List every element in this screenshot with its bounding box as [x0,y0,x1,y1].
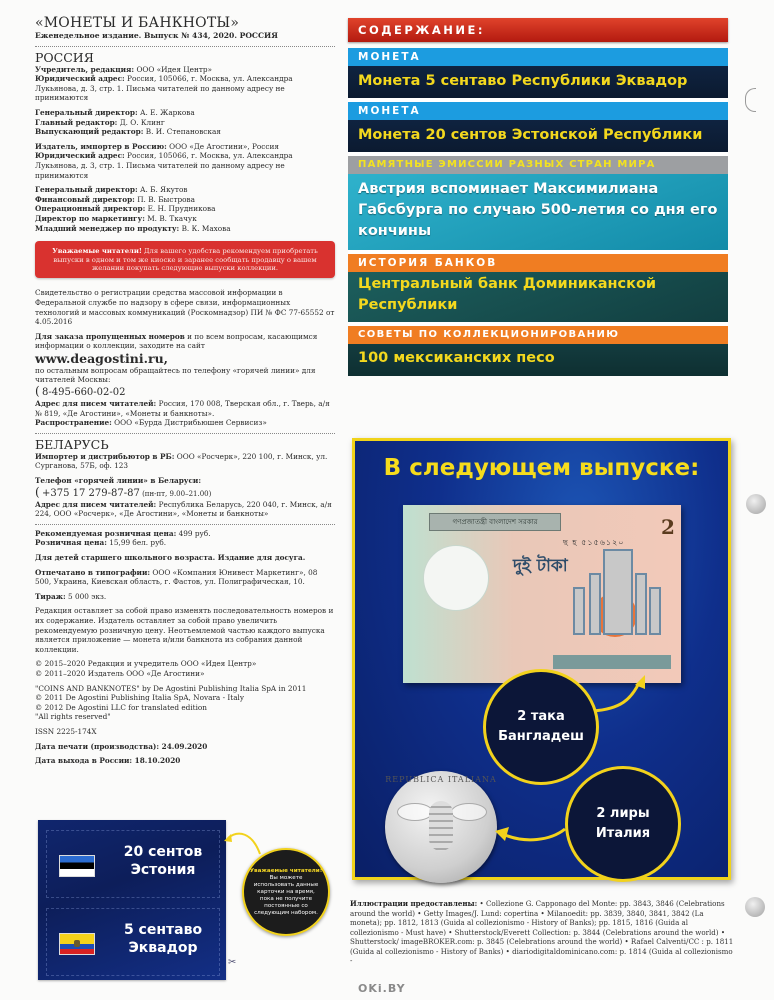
circulation-label: Тираж: [35,591,66,601]
bee-icon [429,801,453,851]
card-text [103,921,223,957]
order-bold: Для заказа пропущенных номеров [35,331,185,341]
copyright-line: © 2011–2020 Издатель ООО «Де Агостини» [35,668,205,678]
card-country: Эквадор [128,940,198,956]
issn: ISSN 2225-174X [35,726,97,736]
release-date-label: Дата выхода в России: [35,756,133,766]
staff-line [35,214,335,224]
note-text: Вы можете использовать данные карточки на время, пока не получите постоянные со следующим набором. [253,874,319,916]
contents-header: СОДЕРЖАНИЕ: [348,18,728,42]
order-text [35,332,335,351]
letters-value: Республика Беларусь, 220 040, г. Минск, а/я 224, ООО «Росчерк», «Де Агостини», «Монеты и банкноты» [35,499,332,519]
phone-hours: (пн-пт, 9.00–21.00) [139,489,212,498]
banknote-value: 2 [661,515,675,539]
section-title[interactable]: Австрия вспоминает Максимилиана Габсбурга по случаю 500-летия со дня его кончины [348,174,728,250]
letters-value: Россия, 170 008, Тверская обл., г. Тверь, а/я № 819, «Де Агостини», «Монеты и банкноты». [35,399,330,418]
phone-number: +375 17 279-87-87 [42,487,140,499]
hotline-text: по остальным вопросам обращайтесь по телефону «горячей линии» для читателей Москвы: [35,365,316,385]
phone-belarus [35,486,335,500]
item-country: Италия [595,826,651,841]
staff-value: А. Е. Жаркова [137,107,195,117]
banknote-watermark-window [423,545,489,611]
staff-value: П. В. Быстрова [134,194,196,204]
watermark: OKi.BY [358,982,406,995]
section-label: ПАМЯТНЫЕ ЭМИССИИ РАЗНЫХ СТРАН МИРА [348,156,728,174]
belarus-heading: БЕЛАРУСЬ [35,436,109,452]
divider [35,433,335,434]
temporary-cards [38,820,226,980]
magazine-title: «МОНЕТЫ И БАНКНОТЫ» [35,15,240,31]
banknote-words: দুই টাকা [513,556,568,576]
printing-house [35,568,335,587]
publisher-label: Издатель, импортер в Россию: [35,141,167,151]
letters-label: Адрес для писем читателей: [35,399,157,409]
item-country: Бангладеш [498,729,584,744]
copyright-line: © 2015–2020 Редакция и учредитель ООО «Идея Центр» [35,659,257,669]
price-value: 499 руб. [176,528,211,538]
section-title[interactable]: 100 мексиканских песо [348,344,728,376]
item-denomination: 2 така [517,709,565,724]
staff-label: Финансовый директор: [35,194,135,204]
release-date-value: 18.10.2020 [132,756,181,766]
copyright-line: © 2011 De Agostini Publishing Italia SpA, Novara - Italy [35,693,245,703]
credits-text: • Collezione G. Capponago del Monte: pp. 3843, 3846 (Celebrations around the world) • Getty Images/J. Lund: copertina • Milanoedit: pp. 3839, 3840, 3841, 3842 (La moneta); pp. 1812, 1813 (Guida al collezionismo - History of Banks); pp. 1815, 1816 (Guida al collezionismo - Must have) • Shutterstock/Everett Collection: p. 3844 (Celebrations around the world) • Shutterstock/ imageBROKER.com: p. 3845 (Celebrations around the world) • Rafael Calventi/CC : p. 1811 (Guida al collezionismo - History of Banks) • diariodigitaldominicano.com: p. 1814 (Guida al collezionismo - [350,899,734,965]
section-title[interactable]: Монета 5 сентаво Республики Эквадор [348,66,728,98]
registration-text: Свидетельство о регистрации средства массовой информации в Федеральной службе по надзору в сфере связи, информационных технологий и массовых коммуникаций (Роскомнадзор) ПИ № ФС 77-65552 от 4.05.2016 [35,288,335,327]
card-text [103,843,223,879]
scissors-icon: ✂ [228,957,237,968]
letters-address [35,399,335,418]
staff-line [35,185,335,195]
banknote-header-text: গণপ্রজাতন্ত্রী বাংলাদেশ সরকার [429,513,561,531]
legal-address-2 [35,151,335,180]
monument-icon [571,563,661,653]
copyright-line: "COINS AND BANKNOTES" by De Agostini Publishing Italia SpA in 2011 [35,683,307,693]
staff-line [35,195,335,205]
ecuador-flag-icon [59,933,95,955]
website-link[interactable]: www.deagostini.ru, [35,350,169,366]
card-estonia [46,830,220,898]
staff-value: М. В. Ткачук [144,213,197,223]
belarus-letters-address [35,500,335,519]
circulation [35,592,335,602]
copyright-line: © 2012 De Agostini LLC for translated edition [35,702,208,712]
section-label: МОНЕТА [348,48,728,66]
russia-heading: РОССИЯ [35,49,94,65]
section-label: СОВЕТЫ ПО КОЛЛЕКЦИОНИРОВАНИЮ [348,326,728,344]
publisher-value: ООО «Де Агостини», Россия [166,141,279,151]
legal-address-label: Юридический адрес: [35,151,125,161]
disclaimer: Редакция оставляет за собой право изменять последовательность номеров и их содержание. Издатель оставляет за собой право увеличить рекомендуемую розничную цену. Неотъемлемой частью каждого выпуска является приложение — монета и/или банкнота из собрания данной коллекции. [35,606,334,654]
legal-address-value: Россия, 105066, г. Москва, ул. Александра Лукьянова, д. 3, стр. 1. Письма читателей по данному адресу не принимаются [35,151,293,180]
section-label: МОНЕТА [348,102,728,120]
price-label: Рекомендуемая розничная цена: [35,528,177,538]
order-rest: и по всем вопросам, касающимся информации о коллекции, заходите на сайт [35,331,318,351]
illustration-credits [350,899,736,966]
item-denomination: 2 лиры [596,806,650,821]
staff-label: Главный редактор: [35,117,118,127]
banknote-serial: ছ হ ৫১৫৬১২০ [563,538,625,547]
staff-line [35,204,335,214]
section-title[interactable]: Центральный банк Доминиканской Республики [348,272,728,322]
binder-hole-icon [746,494,766,514]
staff-value: Е. Н. Прудникова [145,204,216,214]
print-date-label: Дата печати (производства): [35,741,160,751]
staff-value: А. Б. Якутов [137,185,188,195]
distribution-label: Распространение: [35,418,112,428]
copyright-line: "All rights reserved" [35,712,111,722]
publisher-line [35,142,335,152]
staff-line [35,224,335,234]
phone-russia [35,385,335,399]
card-denomination: 20 сентов [123,844,203,860]
section-title[interactable]: Монета 20 сентов Эстонской Республики [348,120,728,152]
release-date [35,756,335,766]
binder-hole-icon [745,897,765,917]
importer-value: ООО «Росчерк», 220 100, г. Минск, ул. Сурганова, 57Б, оф. 123 [35,451,328,471]
distribution-line [35,418,335,428]
staff-value: В. И. Степановская [143,127,221,137]
staff-label: Генеральный директор: [35,185,138,195]
phone-icon: ( [35,484,40,499]
staff-label: Операционный директор: [35,204,146,214]
note-bold: Уважаемые читатели! [249,867,323,874]
cards-note-circle [242,848,330,936]
price-recommended [35,529,335,539]
binder-clip-icon [745,88,756,112]
alert-bold: Уважаемые читатели! [52,247,142,256]
price-label: Розничная цена: [35,538,107,548]
magazine-subtitle: Еженедельное издание. Выпуск № 434, 2020. РОССИЯ [35,31,278,40]
price-value: 15,99 бел. руб. [106,538,167,548]
arrow-to-banknote-icon [591,673,651,713]
card-ecuador [46,908,220,976]
imprint-column [35,15,335,766]
legal-address-value: Россия, 105066, г. Москва, ул. Александра Лукьянова, д. 3, стр. 1. Письма читателей по данному адресу не принимаются [35,74,293,103]
readers-alert-box [35,241,335,278]
distribution-value: ООО «Бурда Дистрибьюшен Сервисиз» [111,418,267,428]
staff-label: Директор по маркетингу: [35,213,145,223]
legal-address-label: Юридический адрес: [35,74,125,84]
banknote-image [403,505,681,683]
hotline-belarus-label: Телефон «горячей линии» в Беларуси: [35,476,202,486]
pointer-arrow-icon [222,826,262,856]
section-label: ИСТОРИЯ БАНКОВ [348,254,728,272]
alert-text: Для вашего удобства рекомендуем приобретать выпуски в одном и том же киоске и заранее сообщать продавцу о вашем желании покупать следующие выпуски коллекции. [53,247,318,272]
staff-label: Выпускающий редактор: [35,127,144,137]
phone-number: 8-495-660-02-02 [42,387,126,399]
letters-label: Адрес для писем читателей: [35,499,157,509]
staff-value: Д. О. Клинг [117,117,165,127]
staff-line [35,127,335,137]
card-denomination: 5 сентаво [123,922,203,938]
phone-icon: ( [35,384,40,399]
item-bubble-bangladesh [483,669,599,785]
contents-panel [348,18,728,376]
circulation-value: 5 000 экз. [65,591,107,601]
coin-inscription: REPUBLICA ITALIANA [385,775,497,784]
divider [35,46,335,47]
founder-value: ООО «Идея Центр» [134,64,212,74]
founder-line [35,65,335,75]
estonia-flag-icon [59,855,95,877]
next-issue-panel [352,438,731,880]
founder-label: Учредитель, редакция: [35,64,135,74]
credits-label: Иллюстрации предоставлены: [350,899,478,908]
printed-value: ООО «Компания Юнивест Маркетинг», 08 500, Украина, Киевская область, г. Фастов, ул. Полиграфическая, 10. [35,567,318,587]
price-belarus [35,538,335,548]
coin-image [385,771,497,883]
printed-label: Отпечатано в типографии: [35,567,151,577]
next-issue-title: В следующем выпуске: [383,455,700,481]
print-date [35,742,335,752]
staff-line [35,118,335,128]
importer-label: Импортер и дистрибьютор в РБ: [35,451,175,461]
staff-line [35,108,335,118]
importer-line [35,452,335,471]
print-date-value: 24.09.2020 [159,741,208,751]
staff-label: Генеральный директор: [35,107,138,117]
staff-label: Младший менеджер по продукту: [35,223,180,233]
arrow-to-coin-icon [495,823,567,847]
card-country: Эстония [130,862,196,878]
divider [35,524,335,525]
item-bubble-italy [565,766,681,882]
legal-address-1 [35,74,335,103]
age-note: Для детей старшего школьного возраста. Издание для досуга. [35,553,306,562]
staff-value: В. К. Махова [179,223,231,233]
